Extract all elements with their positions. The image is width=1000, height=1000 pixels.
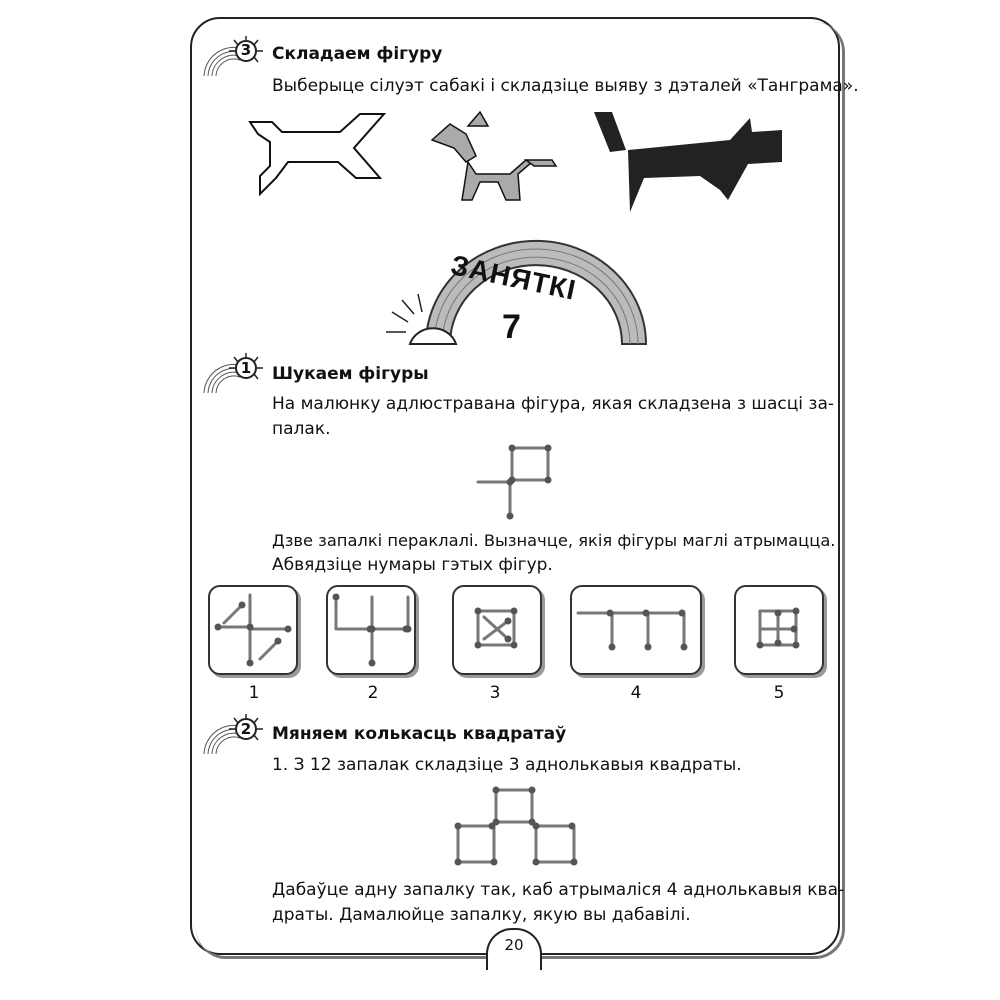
task2-text2-line1: Дабаўце адну запалку так, каб атрымаліся 4 аднолькавыя ква- [272, 880, 845, 900]
page-number: 20 [486, 928, 542, 970]
option-3-figure[interactable] [452, 585, 542, 675]
option-2-number[interactable]: 2 [367, 683, 379, 703]
option-5-figure[interactable] [734, 585, 824, 675]
task1-text-line1: На малюнку адлюстравана фігура, якая складзена з шасці за- [272, 394, 834, 414]
option-1-number[interactable]: 1 [248, 683, 260, 703]
outline-dog-silhouette [250, 114, 384, 194]
task1-number: 1 [240, 359, 252, 377]
match-figure-main [470, 440, 570, 524]
black-dog-silhouette [594, 112, 782, 212]
task2-title: Мяняем колькасць квадратаў [272, 724, 567, 744]
lesson-word: ЗАНЯТКІ [448, 249, 580, 306]
task2-number: 2 [240, 720, 252, 738]
option-4-figure[interactable] [570, 585, 702, 675]
match-squares-figure [446, 782, 586, 876]
task3-number: 3 [240, 41, 252, 59]
task2-text1: 1. З 12 запалак складзіце 3 аднолькавыя квадраты. [272, 755, 742, 775]
task1-title: Шукаем фігуры [272, 364, 429, 384]
lesson-number: 7 [502, 308, 521, 346]
task1-text2-line1: Дзве запалкі пераклалі. Вызначце, якія фігуры маглі атрымацца. [272, 531, 836, 550]
task2-text2-line2: драты. Дамалюйце запалку, якую вы дабавілі. [272, 905, 691, 925]
sun-icon [200, 34, 270, 82]
option-3-number[interactable]: 3 [489, 683, 501, 703]
task3-text: Выберыце сілуэт сабакі і складзіце выяву з дэталей «Танграма». [272, 76, 859, 96]
task3-title: Складаем фігуру [272, 44, 443, 64]
option-4-number[interactable]: 4 [630, 683, 642, 703]
grey-dog-silhouette [432, 112, 556, 200]
task1-text-line2: палак. [272, 419, 331, 439]
task1-text2-line2: Абвядзіце нумары гэтых фігур. [272, 555, 553, 575]
option-1-figure[interactable] [208, 585, 298, 675]
sun-icon [200, 712, 270, 760]
option-2-figure[interactable] [326, 585, 416, 675]
tangram-silhouettes [240, 100, 800, 224]
sun-icon [200, 351, 270, 399]
option-5-number[interactable]: 5 [773, 683, 785, 703]
